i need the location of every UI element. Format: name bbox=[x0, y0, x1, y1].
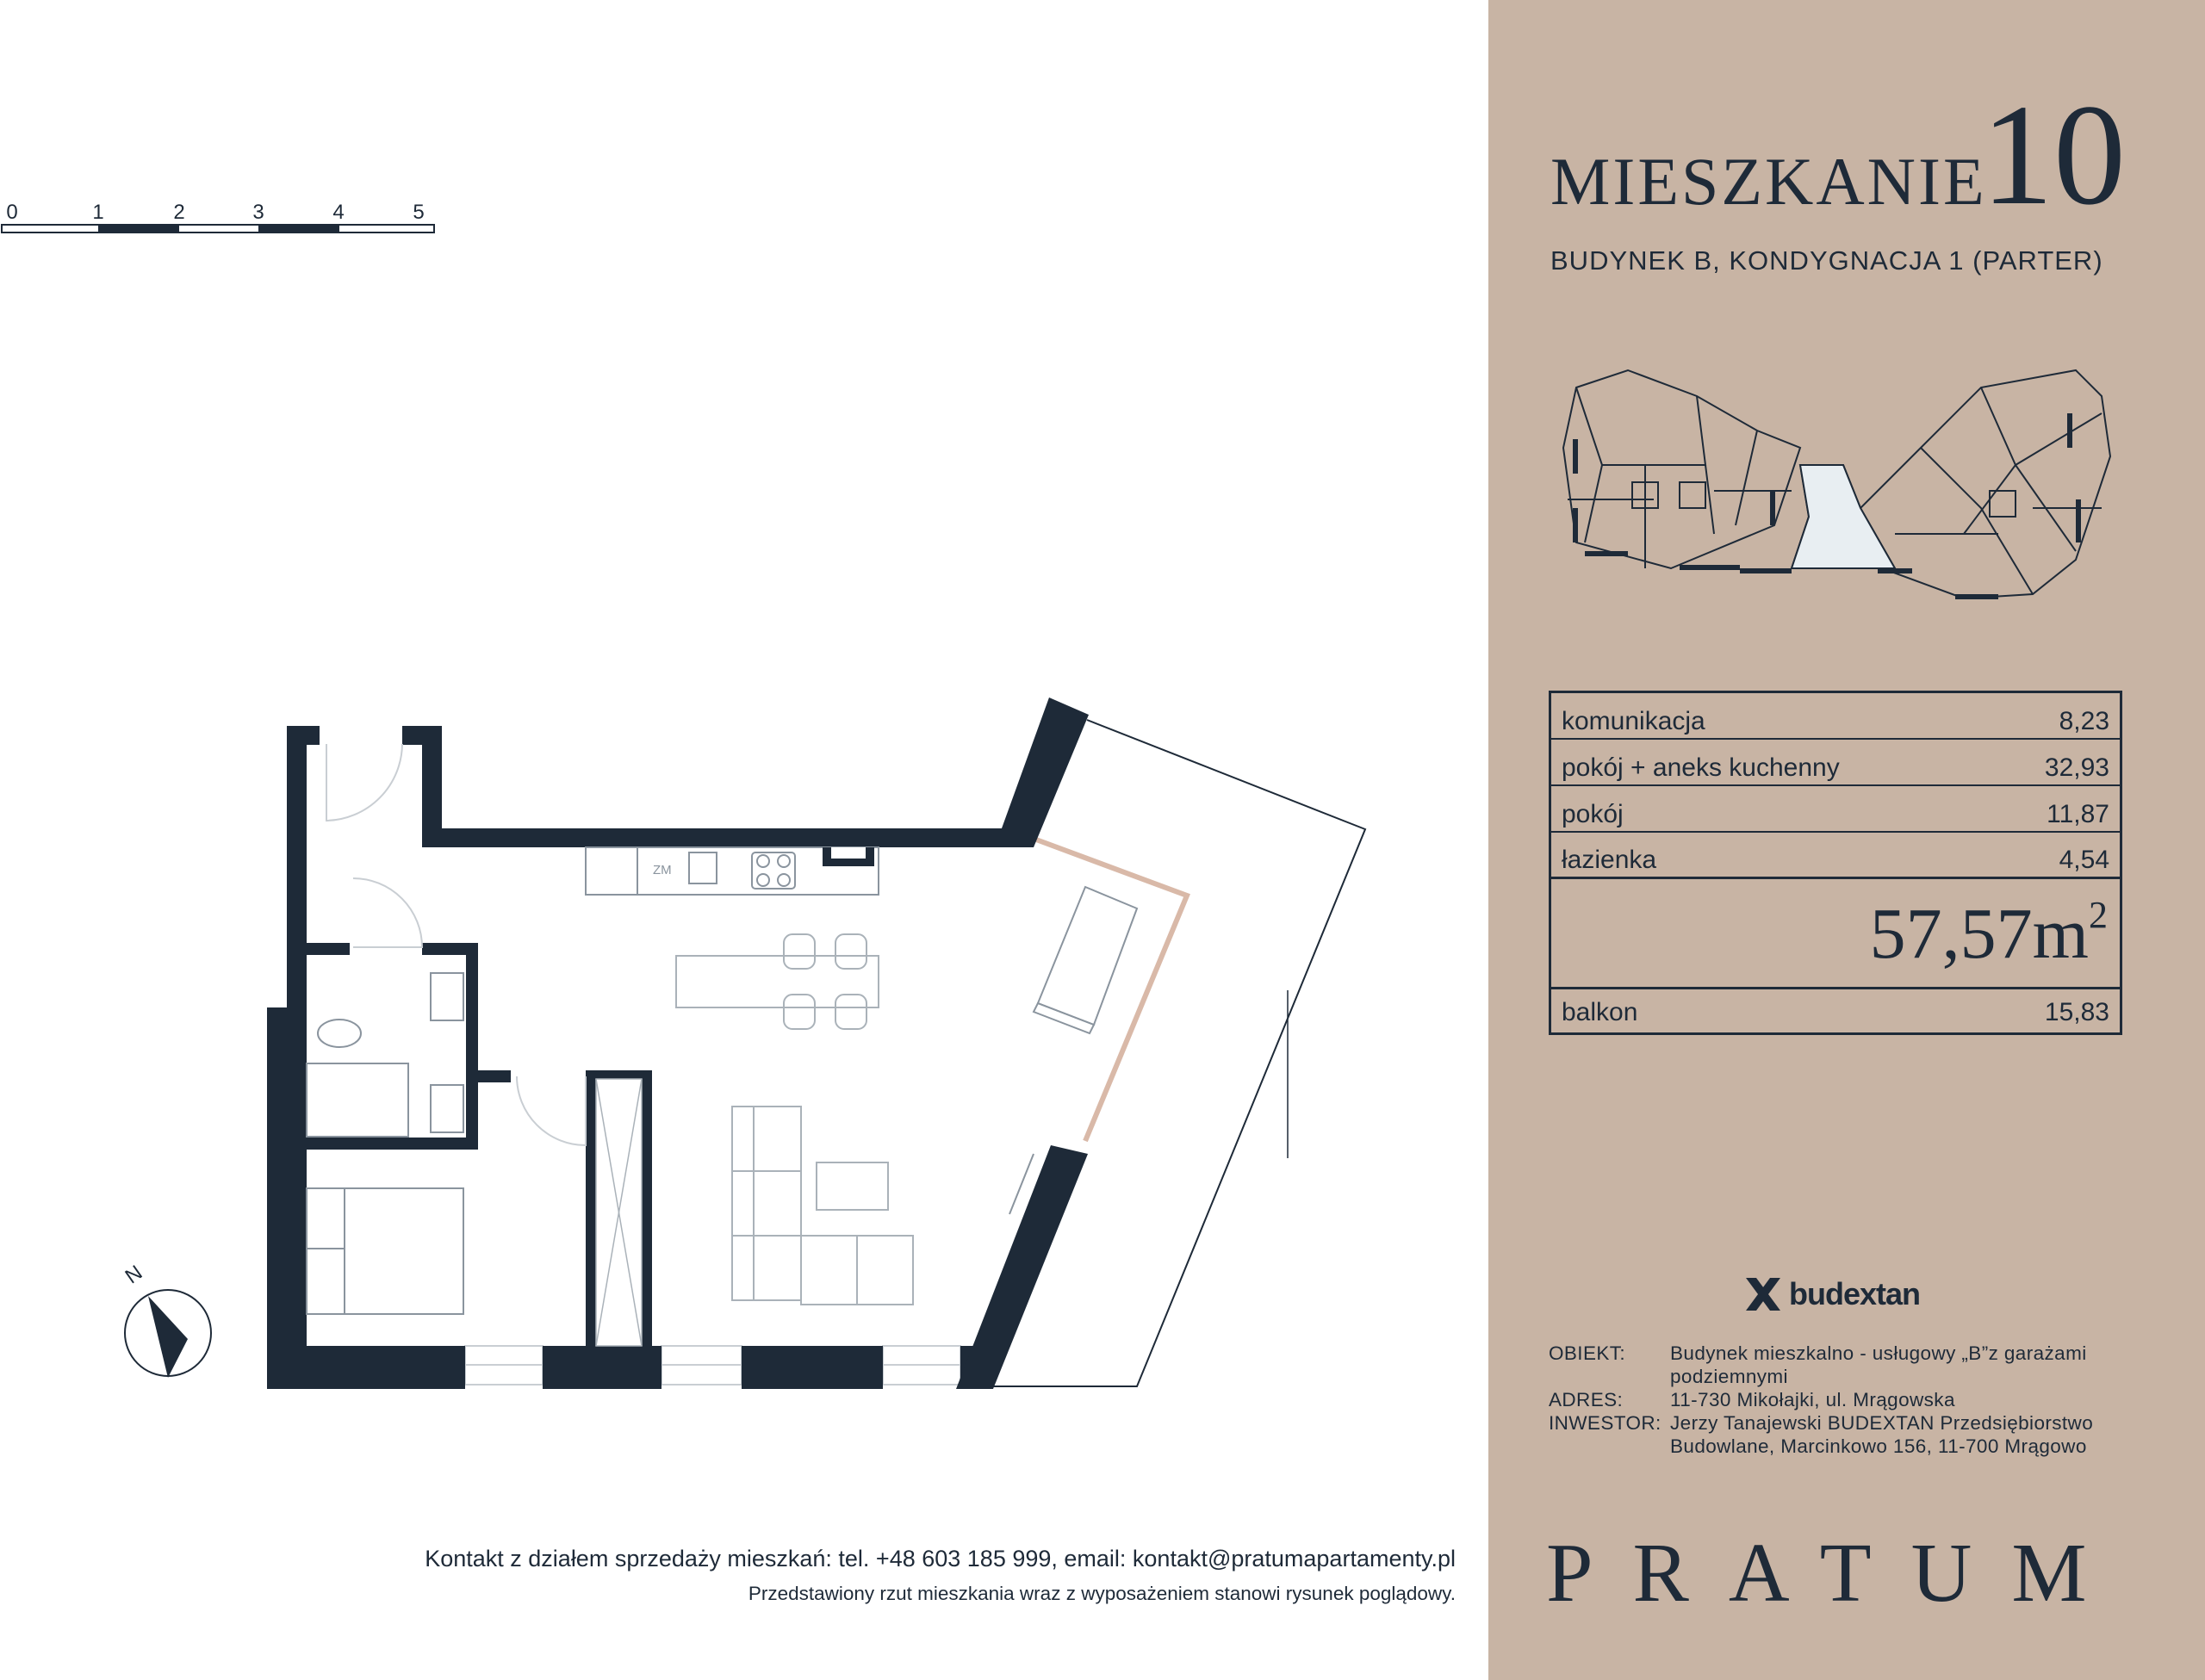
object-line1: Budynek mieszkalno - usługowy „B”z garażami bbox=[1670, 1342, 2087, 1364]
project-info bbox=[1549, 1342, 2152, 1458]
scale-tick-0: 0 bbox=[6, 201, 18, 224]
total-area bbox=[1869, 894, 2108, 974]
address-info bbox=[1549, 1388, 2152, 1411]
kitchen-island bbox=[676, 934, 879, 1029]
apartment-title bbox=[1550, 75, 2153, 235]
balcony-outline bbox=[991, 720, 1365, 1386]
walls bbox=[267, 697, 1089, 1389]
total-area-exponent: 2 bbox=[2089, 894, 2108, 936]
investor-line2: Budowlane, Marcinkowo 156, 11-700 Mrągowo bbox=[1670, 1435, 2087, 1457]
room-name: pokój bbox=[1562, 800, 1624, 828]
area-row-bathroom bbox=[1551, 833, 2120, 879]
scale-tick-5: 5 bbox=[413, 201, 425, 224]
address-label: ADRES: bbox=[1549, 1389, 1624, 1410]
scale-bar bbox=[2, 201, 434, 232]
double-bed bbox=[307, 1188, 463, 1314]
room-name: komunikacja bbox=[1562, 707, 1705, 735]
apartment-title-word: MIESZKANIE bbox=[1550, 144, 1987, 219]
object-line2: podziemnymi bbox=[1670, 1366, 1788, 1387]
spacer bbox=[1549, 1435, 1670, 1458]
bathroom-fixtures bbox=[307, 973, 463, 1137]
compass-north-label: N bbox=[121, 1261, 147, 1289]
room-area: 8,23 bbox=[2059, 707, 2109, 735]
scale-tick-1: 1 bbox=[92, 201, 104, 224]
budextan-x-icon bbox=[1744, 1276, 1782, 1312]
scale-tick-2: 2 bbox=[173, 201, 185, 224]
scale-tick-3: 3 bbox=[252, 201, 264, 224]
apartment-number: 10 bbox=[1981, 75, 2126, 235]
sofa-bed bbox=[1034, 887, 1137, 1033]
sofa bbox=[732, 1107, 913, 1305]
object-label: OBIEKT: bbox=[1549, 1342, 1626, 1364]
object-info bbox=[1549, 1342, 2152, 1365]
total-area-row bbox=[1551, 879, 2120, 989]
area-row-balcony bbox=[1551, 989, 2120, 1035]
plan-disclaimer: Przedstawiony rzut mieszkania wraz z wyposażeniem stanowi rysunek poglądowy. bbox=[748, 1583, 1456, 1604]
investor-info-cont bbox=[1549, 1435, 2152, 1458]
total-area-value: 57,57 bbox=[1869, 894, 2033, 974]
object-info-cont bbox=[1549, 1365, 2152, 1388]
investor-line1: Jerzy Tanajewski BUDEXTAN Przedsiębiorstwo bbox=[1670, 1412, 2094, 1434]
area-row-room bbox=[1551, 786, 2120, 833]
developer-logo-text: budextan bbox=[1789, 1276, 1921, 1311]
room-name: łazienka bbox=[1562, 846, 1657, 874]
window-frames bbox=[1036, 840, 1187, 1141]
room-name: pokój + aneks kuchenny bbox=[1562, 753, 1840, 782]
pratum-brand-logo: PRATUM bbox=[1546, 1527, 2127, 1620]
area-table bbox=[1549, 691, 2122, 1035]
developer-logo bbox=[1744, 1273, 1920, 1316]
address-value: 11-730 Mikołajki, ul. Mrągowska bbox=[1670, 1389, 1955, 1410]
area-row-living-kitchen bbox=[1551, 740, 2120, 786]
investor-info bbox=[1549, 1411, 2152, 1435]
bottom-windows bbox=[465, 1346, 960, 1385]
total-area-unit: m bbox=[2032, 894, 2089, 974]
room-area: 11,87 bbox=[2047, 800, 2109, 828]
spacer bbox=[1549, 1365, 1670, 1388]
investor-label: INWESTOR: bbox=[1549, 1412, 1662, 1434]
balcony-name: balkon bbox=[1562, 997, 1638, 1026]
room-area: 4,54 bbox=[2059, 846, 2109, 874]
wardrobe bbox=[596, 1079, 642, 1346]
room-area: 32,93 bbox=[2044, 753, 2109, 782]
sales-contact: Kontakt z działem sprzedaży mieszkań: tel. +48 603 185 999, email: kontakt@pratumapartamenty.pl bbox=[425, 1546, 1456, 1572]
scale-tick-4: 4 bbox=[332, 201, 345, 224]
compass bbox=[121, 1261, 211, 1378]
building-floor-subtitle: BUDYNEK B, KONDYGNACJA 1 (PARTER) bbox=[1550, 245, 2103, 276]
building-key-plan bbox=[1550, 362, 2127, 620]
compass-arrow-icon bbox=[148, 1296, 188, 1378]
range-hood-label: ZM bbox=[653, 863, 672, 877]
balcony-area: 15,83 bbox=[2044, 997, 2109, 1026]
kitchen-counter bbox=[586, 847, 879, 895]
area-row-communication bbox=[1551, 693, 2120, 740]
